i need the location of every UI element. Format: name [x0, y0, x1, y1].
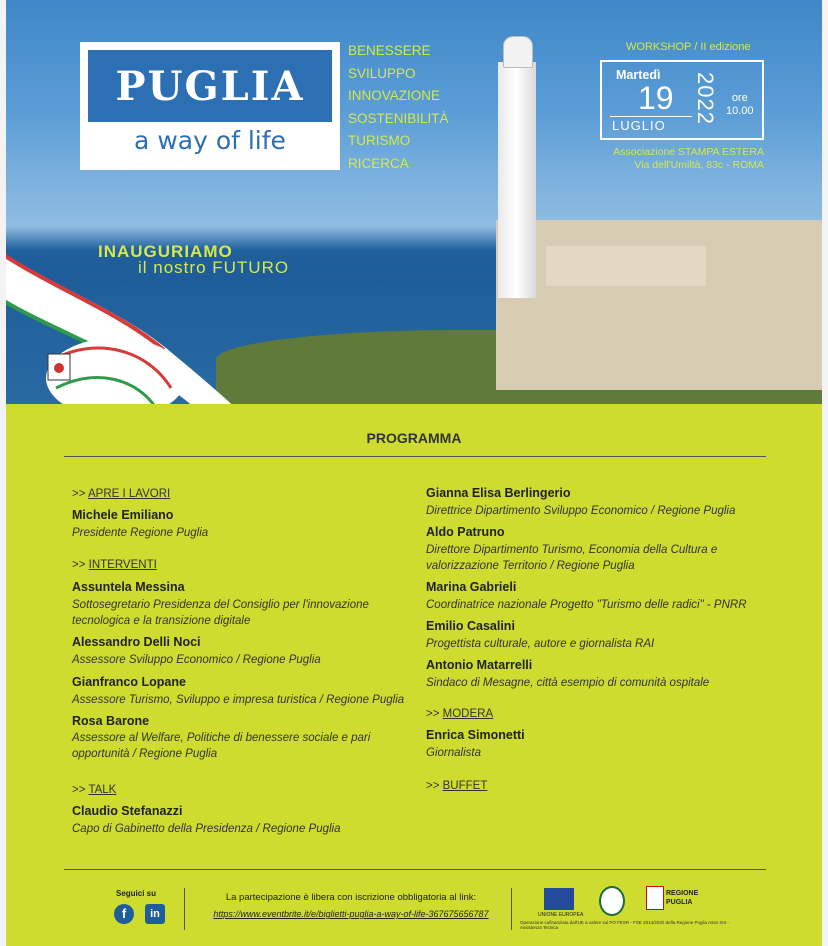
- speaker-name: Michele Emiliano: [72, 508, 174, 522]
- date-box: [600, 60, 764, 140]
- eu-label: UNIONE EUROPEA: [538, 912, 584, 918]
- topics-list: [348, 40, 449, 175]
- topic-item: SOSTENIBILITÀ: [348, 110, 449, 126]
- date-weekday: Martedì: [616, 68, 661, 82]
- chevron-right-icon: >>: [426, 708, 440, 720]
- section-label: INTERVENTI: [88, 559, 157, 571]
- date-year: 2022: [693, 72, 718, 125]
- date-day: 19: [638, 80, 674, 116]
- topic-item: INNOVAZIONE: [348, 88, 441, 103]
- footer-divider-right: [511, 888, 512, 930]
- section-label: MODERA: [442, 708, 494, 720]
- eu-flag-icon: [544, 888, 574, 910]
- facebook-icon[interactable]: f: [114, 904, 134, 924]
- section-buffet: [426, 780, 487, 792]
- linkedin-icon[interactable]: in: [145, 904, 165, 924]
- speaker-role: Assessore Sviluppo Economico / Regione Puglia: [72, 654, 321, 666]
- region-line2: PUGLIA: [666, 899, 693, 906]
- section-speeches: [72, 559, 157, 571]
- topic-item: SVILUPPO: [348, 65, 416, 81]
- chevron-right-icon: >>: [426, 780, 440, 792]
- section-label: TALK: [88, 784, 117, 796]
- speaker-role: Capo di Gabinetto della Presidenza / Regione Puglia: [72, 823, 341, 835]
- venue-address: Via dell'Umiltà, 83c - ROMA: [634, 159, 764, 171]
- chevron-right-icon: >>: [72, 559, 86, 571]
- speaker-name: Antonio Matarrelli: [426, 658, 533, 672]
- speaker-name: Gianna Elisa Berlingerio: [426, 486, 571, 500]
- speaker-role: Progettista culturale, autore e giornalista RAI: [426, 638, 655, 650]
- speaker-name: Marina Gabrieli: [426, 580, 517, 594]
- footer-divider: [64, 869, 766, 870]
- italian-republic-emblem-icon: [599, 886, 625, 916]
- speaker-role: Direttore Dipartimento Turismo, Economia della Cultura e valorizzazione Territorio / Regione Puglia: [426, 544, 718, 572]
- title-divider: [64, 456, 766, 457]
- slogan-line2: il nostro FUTURO: [138, 258, 290, 277]
- lighthouse-lantern: [503, 36, 533, 68]
- speaker-name: Alessandro Delli Noci: [72, 635, 201, 649]
- logo-title: PUGLIA: [88, 50, 332, 122]
- speaker-name: Enrica Simonetti: [426, 728, 525, 742]
- hero-banner: [6, 0, 822, 404]
- topic-item: RICERCA: [348, 155, 409, 171]
- follow-label: Seguici su: [116, 889, 157, 898]
- date-time: [726, 92, 754, 118]
- programme-title: PROGRAMMA: [366, 430, 462, 446]
- region-line1: REGIONE: [666, 890, 699, 897]
- time-label: ore: [731, 92, 748, 104]
- programme-panel: [6, 404, 822, 946]
- venue: [588, 146, 764, 172]
- speaker-role: Sottosegretario Presidenza del Consiglio per l'innovazione tecnologica e la transizione digitale: [72, 599, 369, 627]
- speaker-role: Presidente Regione Puglia: [72, 527, 209, 539]
- registration-link[interactable]: https://www.eventbrite.it/e/biglietti-puglia-a-way-of-life-367675656787: [213, 909, 489, 919]
- chevron-right-icon: >>: [72, 488, 86, 500]
- monastery-wing: [546, 246, 706, 286]
- speaker-name: Gianfranco Lopane: [72, 675, 186, 689]
- footer: [6, 880, 822, 946]
- slogan-line1: INAUGURIAMO: [98, 242, 233, 261]
- section-talk: [72, 784, 116, 796]
- footer-divider-left: [184, 888, 185, 930]
- speaker-name: Claudio Stefanazzi: [72, 804, 183, 818]
- speaker-role: Giornalista: [426, 747, 481, 759]
- section-label: APRE I LAVORI: [88, 488, 171, 500]
- lighthouse-tower: [498, 62, 536, 298]
- section-opening: [72, 488, 170, 500]
- speaker-name: Rosa Barone: [72, 714, 150, 728]
- registration-info: La partecipazione è libera con iscrizione obbligatoria al link:: [225, 892, 477, 903]
- date-divider: [610, 116, 692, 117]
- regione-puglia-label: [666, 889, 698, 907]
- speaker-role: Coordinatrice nazionale Progetto "Turismo delle radici" - PNRR: [426, 599, 747, 611]
- speaker-role: Sindaco di Mesagne, città esempio di comunità ospitale: [426, 677, 710, 689]
- funding-fine-print: Operazione cofinanziata dall'UE a valere sul PO FESR - FSE 2014/2020 della Regione Puglia Asse XIII - Assistenza Tecnica: [520, 920, 729, 930]
- topic-item: BENESSERE: [348, 43, 431, 58]
- regione-puglia-shield-icon: [646, 886, 664, 910]
- poster: [6, 0, 822, 946]
- workshop-label: WORKSHOP / II edizione: [626, 41, 751, 53]
- speaker-role: Direttrice Dipartimento Sviluppo Economico / Regione Puglia: [426, 505, 736, 517]
- speaker-name: Aldo Patruno: [426, 525, 505, 539]
- chevron-right-icon: >>: [72, 784, 86, 796]
- puglia-logo: [80, 42, 340, 170]
- speaker-role: Assessore Turismo, Sviluppo e impresa turistica / Regione Puglia: [72, 694, 405, 706]
- section-moderator: [426, 708, 493, 720]
- logo-subtitle: a way of life: [134, 126, 286, 155]
- speaker-role: Assessore al Welfare, Politiche di benessere sociale e pari opportunità / Regione Puglia: [72, 732, 371, 760]
- venue-name: Associazione STAMPA ESTERA: [613, 146, 764, 158]
- section-label: BUFFET: [442, 780, 488, 792]
- date-month: LUGLIO: [612, 118, 666, 133]
- time-value: 10.00: [726, 105, 754, 117]
- speaker-name: Emilio Casalini: [426, 619, 515, 633]
- topic-item: TURISMO: [348, 133, 411, 148]
- speaker-name: Assuntela Messina: [72, 580, 185, 594]
